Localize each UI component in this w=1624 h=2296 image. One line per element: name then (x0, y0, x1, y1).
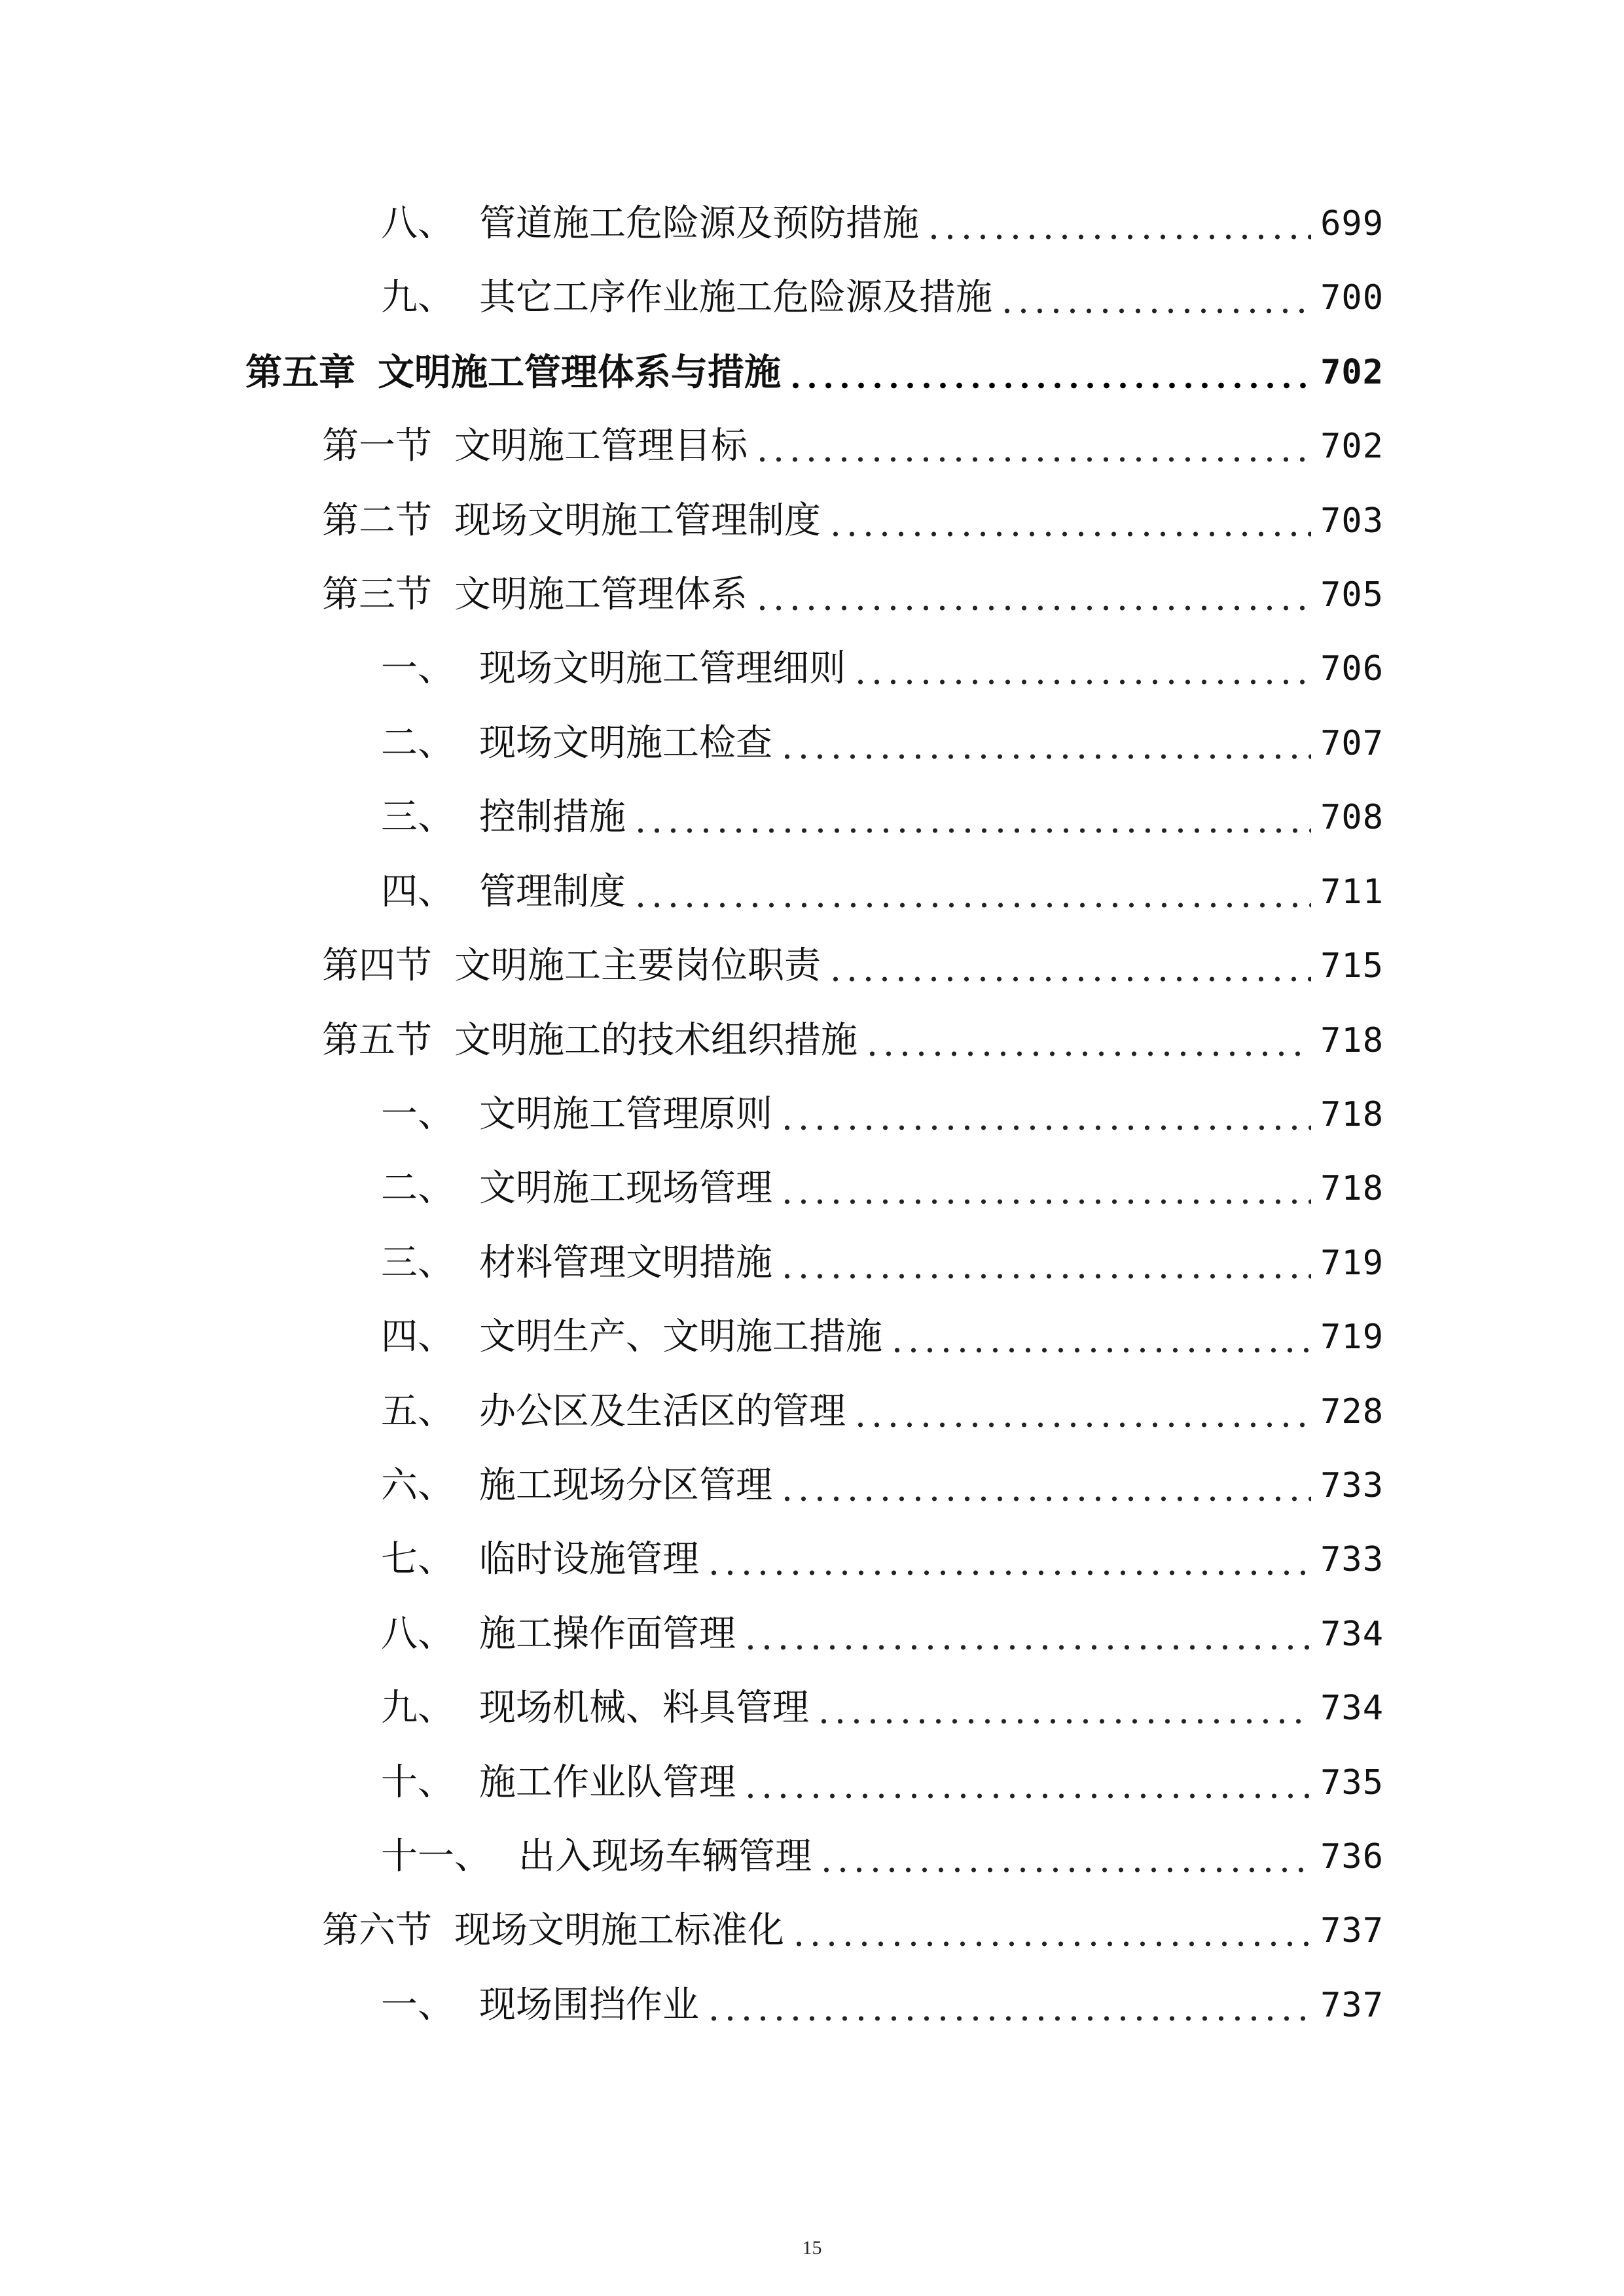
toc-entry-number: 八、 (381, 202, 454, 245)
dot-leader (779, 1085, 1311, 1144)
toc-entry-title: 现场文明施工管理细则 (479, 647, 846, 690)
toc-entry[interactable] (0, 1159, 1624, 1218)
toc-entry-page: 736 (1320, 1837, 1384, 1876)
dot-leader (779, 714, 1311, 773)
toc-entry-number: 一、 (381, 1093, 454, 1136)
page-number: 15 (802, 2237, 822, 2259)
toc-entry-title: 文明施工现场管理 (479, 1167, 772, 1210)
toc-entry[interactable] (0, 268, 1624, 327)
toc-entry[interactable] (0, 863, 1624, 922)
toc-entry[interactable] (0, 1456, 1624, 1515)
toc-entry[interactable] (0, 1308, 1624, 1367)
toc-entry-title: 临时设施管理 (479, 1538, 699, 1581)
toc-entry-number: 八、 (381, 1613, 454, 1655)
dot-leader (827, 937, 1311, 996)
toc-entry[interactable] (0, 639, 1624, 698)
toc-section-entry[interactable] (0, 565, 1624, 624)
toc-entry[interactable] (0, 1605, 1624, 1664)
dot-leader (706, 1976, 1311, 2035)
dot-leader (779, 1234, 1311, 1293)
toc-entry[interactable] (0, 1679, 1624, 1738)
dot-leader (754, 565, 1311, 624)
toc-entry[interactable] (0, 194, 1624, 253)
toc-entry-page: 735 (1320, 1763, 1384, 1803)
dot-leader (999, 268, 1311, 327)
toc-entry-number: 五、 (381, 1390, 454, 1433)
dot-leader (754, 417, 1311, 476)
dot-leader (706, 1530, 1311, 1589)
toc-entry-title: 文明施工主要岗位职责 (454, 944, 821, 987)
toc-entry-page: 719 (1320, 1318, 1384, 1357)
toc-entry[interactable] (0, 788, 1624, 847)
toc-entry-page: 700 (1320, 278, 1384, 317)
toc-entry-page: 728 (1320, 1392, 1384, 1431)
toc-entry[interactable] (0, 1234, 1624, 1293)
toc-entry[interactable] (0, 1976, 1624, 2035)
dot-leader (852, 639, 1311, 698)
toc-entry-title: 施工作业队管理 (479, 1761, 736, 1804)
toc-entry-page: 699 (1320, 204, 1384, 243)
toc-entry-page: 707 (1320, 724, 1384, 763)
toc-entry-number: 第五章 (245, 351, 355, 394)
toc-entry-page: 708 (1320, 798, 1384, 837)
toc-entry-number: 三、 (381, 1242, 454, 1284)
toc-entry-number: 一、 (381, 647, 454, 690)
toc-entry-number: 九、 (381, 1687, 454, 1729)
toc-entry-page: 706 (1320, 649, 1384, 689)
toc-entry-page: 734 (1320, 1615, 1384, 1654)
toc-entry-number: 第五节 (322, 1019, 432, 1062)
toc-entry[interactable] (0, 1382, 1624, 1441)
dot-leader (791, 1901, 1311, 1960)
toc-entry-page: 733 (1320, 1540, 1384, 1579)
toc-entry-number: 十、 (381, 1761, 454, 1804)
dot-leader (779, 1456, 1311, 1515)
dot-leader (827, 492, 1311, 550)
toc-entry-title: 其它工序作业施工危险源及措施 (479, 276, 992, 319)
toc-entry-number: 第四节 (322, 944, 432, 987)
dot-leader (852, 1382, 1311, 1441)
toc-entry-page: 733 (1320, 1466, 1384, 1505)
toc-entry-title: 办公区及生活区的管理 (479, 1390, 846, 1433)
toc-entry[interactable] (0, 714, 1624, 773)
toc-entry-title: 出入现场车辆管理 (518, 1835, 812, 1878)
toc-entry-number: 七、 (381, 1538, 454, 1581)
toc-entry-title: 文明生产、文明施工措施 (479, 1316, 882, 1358)
toc-entry-title: 文明施工的技术组织措施 (454, 1019, 857, 1062)
toc-entry-page: 718 (1320, 1095, 1384, 1134)
toc-entry-title: 文明施工管理体系 (454, 573, 748, 616)
toc-entry-title: 现场文明施工标准化 (454, 1909, 784, 1952)
toc-entry-title: 现场机械、料具管理 (479, 1687, 809, 1729)
toc-section-entry[interactable] (0, 1901, 1624, 1960)
toc-entry-title: 管道施工危险源及预防措施 (479, 202, 919, 245)
toc-entry[interactable] (0, 1827, 1624, 1886)
toc-entry-number: 九、 (381, 276, 454, 319)
dot-leader (742, 1605, 1311, 1664)
toc-entry-number: 第三节 (322, 573, 432, 616)
toc-entry-title: 材料管理文明措施 (479, 1242, 772, 1284)
toc-chapter-entry[interactable] (0, 343, 1624, 402)
toc-entry-page: 702 (1320, 353, 1384, 392)
dot-leader (632, 788, 1311, 847)
toc-entry[interactable] (0, 1085, 1624, 1144)
toc-entry-page: 718 (1320, 1169, 1384, 1208)
toc-section-entry[interactable] (0, 492, 1624, 550)
toc-entry-title: 文明施工管理目标 (454, 425, 748, 467)
toc-entry-title: 现场文明施工管理制度 (454, 499, 821, 542)
toc-entry-number: 第六节 (322, 1909, 432, 1952)
toc-entry-title: 施工操作面管理 (479, 1613, 736, 1655)
dot-leader (889, 1308, 1311, 1367)
toc-entry-number: 十一、 (381, 1835, 491, 1878)
toc-entry[interactable] (0, 1753, 1624, 1812)
toc-entry-title: 施工现场分区管理 (479, 1464, 772, 1507)
toc-entry-title: 现场文明施工检查 (479, 722, 772, 764)
dot-leader (926, 194, 1311, 253)
toc-entry-page: 715 (1320, 946, 1384, 986)
toc-entry-number: 二、 (381, 722, 454, 764)
dot-leader (818, 1827, 1311, 1886)
dot-leader (787, 343, 1311, 402)
toc-entry-page: 702 (1320, 427, 1384, 466)
toc-entry-page: 719 (1320, 1244, 1384, 1283)
dot-leader (816, 1679, 1311, 1738)
dot-leader (742, 1753, 1311, 1812)
dot-leader (632, 863, 1311, 922)
toc-entry-number: 三、 (381, 796, 454, 838)
toc-entry-number: 一、 (381, 1984, 454, 2026)
toc-entry-page: 737 (1320, 1986, 1384, 2025)
toc-entry-title: 文明施工管理体系与措施 (378, 351, 781, 394)
toc-entry-number: 六、 (381, 1464, 454, 1507)
toc-entry-title: 管理制度 (479, 870, 626, 913)
toc-entry-title: 文明施工管理原则 (479, 1093, 772, 1136)
toc-section-entry[interactable] (0, 1011, 1624, 1070)
toc-entry-title: 现场围挡作业 (479, 1984, 699, 2026)
toc-entry-number: 四、 (381, 870, 454, 913)
toc-entry-number: 四、 (381, 1316, 454, 1358)
toc-section-entry[interactable] (0, 417, 1624, 476)
toc-entry-page: 737 (1320, 1911, 1384, 1950)
toc-entry-page: 734 (1320, 1689, 1384, 1728)
toc-entry-number: 二、 (381, 1167, 454, 1210)
toc-entry-page: 711 (1320, 872, 1384, 912)
dot-leader (864, 1011, 1311, 1070)
dot-leader (779, 1159, 1311, 1218)
toc-entry[interactable] (0, 1530, 1624, 1589)
toc-entry-page: 705 (1320, 575, 1384, 615)
toc-entry-number: 第二节 (322, 499, 432, 542)
toc-entry-page: 718 (1320, 1021, 1384, 1060)
toc-entry-number: 第一节 (322, 425, 432, 467)
toc-entry-title: 控制措施 (479, 796, 626, 838)
toc-entry-page: 703 (1320, 501, 1384, 541)
toc-section-entry[interactable] (0, 937, 1624, 996)
